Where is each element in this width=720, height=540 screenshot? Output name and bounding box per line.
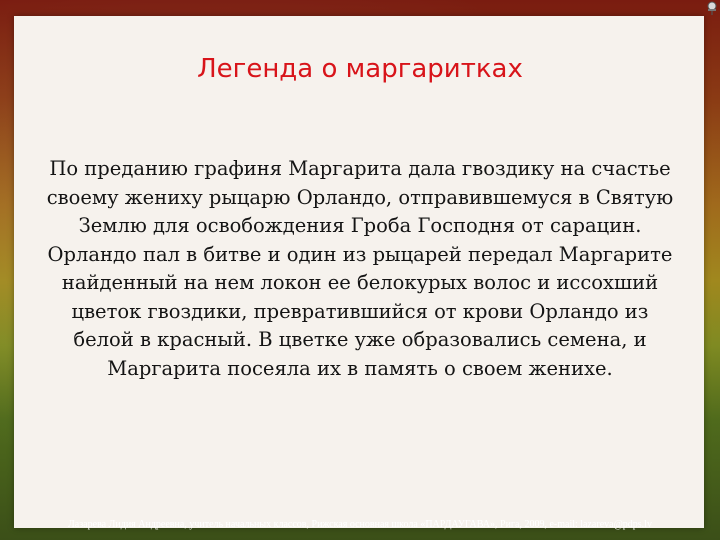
pin-icon-graphic (705, 1, 719, 15)
slide-footer: Лазарева Лидия Андреевна, учитель начальных классов, Рижская основная школа «ПАРДАУГАВА», Рига, 2009, e-mail: lazareva@pdps.lv (68, 519, 652, 530)
slide-title: Легенда о маргаритках (197, 54, 523, 84)
pin-icon[interactable] (704, 0, 720, 16)
slide-body-text: По преданию графиня Маргарита дала гвоздику на счастье своему жениху рыцарю Орландо, отправившемуся в Святую Землю для освобождения Гроба Господня от сарацин. Орландо пал в битве и один из рыцарей передал Маргарите найденный на нем локон ее белокурых волос и иссохший цветок гвоздики, превратившийся от крови Орландо из белой в красный. В цветке уже образовались семена, и Маргарита посеяла их в память о своем женихе. (46, 157, 674, 380)
